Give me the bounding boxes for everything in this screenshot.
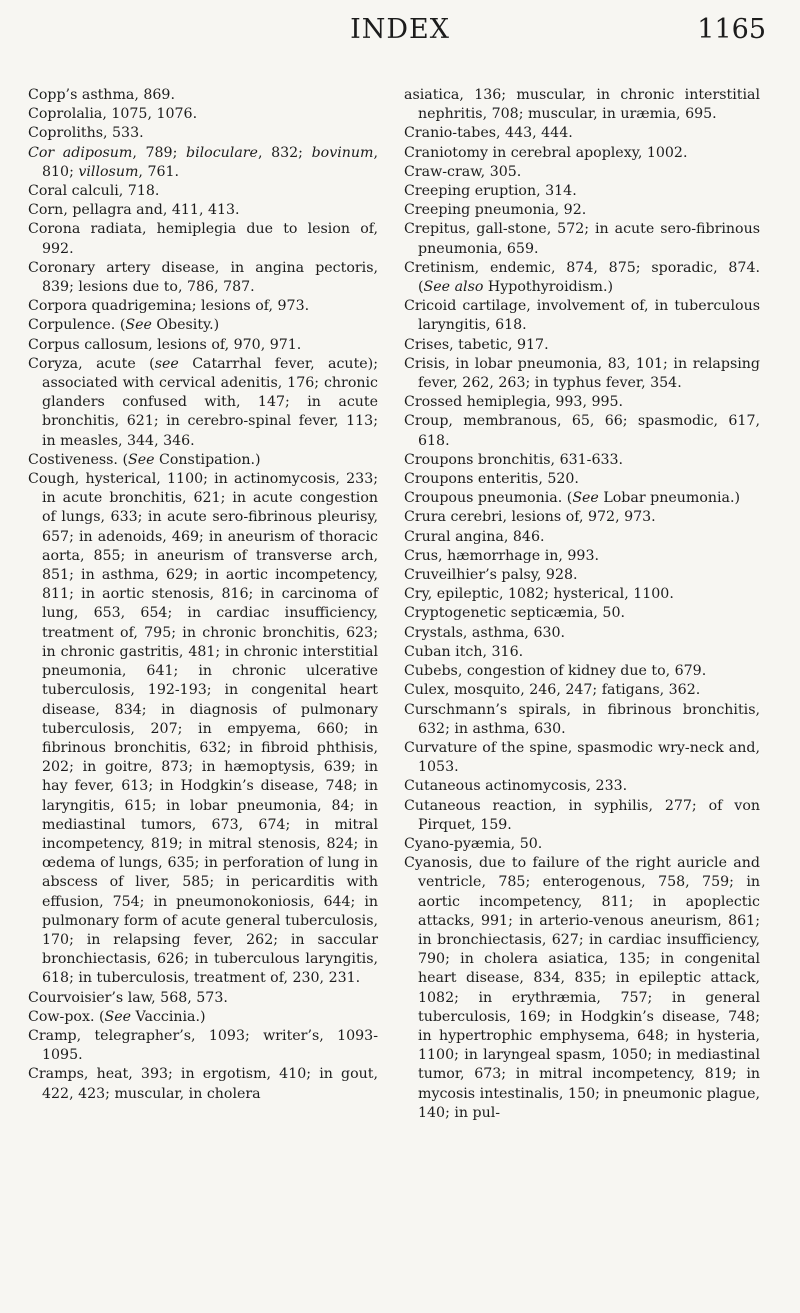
index-entry: Crura cerebri, lesions of, 972, 973. bbox=[404, 509, 656, 526]
index-entry: Crisis, in lobar pneumonia, 83, 101; in relapsing fever, 262, 263; in typhus fever, 354. bbox=[404, 355, 760, 392]
index-entry: Corn, pellagra and, 411, 413. bbox=[28, 202, 240, 219]
index-entry: Cyanosis, due to failure of the right auricle and ventricle, 785; enterogenous, 758, 759; in aortic incompetency, 811; in apoplectic attacks, 991; in arterio-venous aneurism, 861; in bronchiectasis, 627; in cardiac insufficiency, 790; in cholera asiatica, 135; in congenital heart disease, 834, 835; in epileptic attack, 1082; in erythræmia, 757; in general tuberculosis, 169; in Hodgkin’s disease, 748; in hypertrophic emphysema, 648; in hysteria, 1100; in laryngeal spasm, 1050; in mediastinal tumor, 673; in mitral incompetency, 819; in mycosis intestinalis, 150; in pneumonic plague, 140; in pul- bbox=[404, 855, 760, 1121]
index-column-left bbox=[28, 86, 378, 1104]
index-entry: asiatica, 136; muscular, in chronic interstitial nephritis, 708; muscular, in uræmia, 695. bbox=[404, 87, 760, 123]
index-entry: Cramps, heat, 393; in ergotism, 410; in gout, 422, 423; muscular, in cholera bbox=[28, 1066, 378, 1102]
page-header bbox=[0, 14, 800, 54]
index-entry: Creeping pneumonia, 92. bbox=[404, 202, 587, 219]
index-entry: Corona radiata, hemiplegia due to lesion of, 992. bbox=[28, 221, 378, 257]
index-entry: Corpulence. (See Obesity.) bbox=[28, 317, 220, 334]
index-entry: Coryza, acute (see Catarrhal fever, acute); associated with cervical adenitis, 176; chronic glanders confused with, 147; in acute bronchitis, 621; in cerebro-spinal fever, 113; in measles, 344, 346. bbox=[28, 355, 378, 449]
index-entry: Croupons enteritis, 520. bbox=[404, 471, 579, 488]
index-entry: Cough, hysterical, 1100; in actinomycosis, 233; in acute bronchitis, 621; in acute congestion of lungs, 633; in acute sero-fibrinous pleurisy, 657; in adenoids, 469; in aneurism of thoracic aorta, 855; in aneurism of transverse arch, 851; in asthma, 629; in aortic incompetency, 811; in aortic stenosis, 816; in carcinoma of lung, 653, 654; in cardiac insufficiency, treatment of, 795; in chronic bronchitis, 623; in chronic gastritis, 481; in chronic interstitial pneumonia, 641; in chronic ulcerative tuberculosis, 192-193; in congenital heart disease, 834; in diagnosis of pulmonary tuberculosis, 207; in empyema, 660; in fibrinous bronchitis, 632; in fibroid phthisis, 202; in goitre, 873; in hæmoptysis, 639; in hay fever, 613; in Hodgkin’s disease, 748; in laryngitis, 615; in lobar pneumonia, 84; in mediastinal tumors, 673, 674; in mitral incompetency, 819; in mitral stenosis, 824; in œdema of lungs, 635; in perforation of lung in abscess of liver, 585; in pericarditis with effusion, 754; in pneumonokoniosis, 644; in pulmonary form of acute general tuberculosis, 170; in relapsing fever, 262; in saccular bronchiectasis, 626; in tuberculous laryngitis, 618; in tuberculosis, treatment of, 230, 231. bbox=[28, 471, 378, 987]
index-entry: Cricoid cartilage, involvement of, in tuberculous laryngitis, 618. bbox=[404, 298, 760, 334]
index-entry: Copp’s asthma, 869. bbox=[28, 87, 175, 103]
index-entry: Cutaneous reaction, in syphilis, 277; of von Pirquet, 159. bbox=[404, 797, 760, 833]
index-entry: Craw-craw, 305. bbox=[404, 163, 522, 180]
index-entry: Coronary artery disease, in angina pectoris, 839; lesions due to, 786, 787. bbox=[28, 259, 378, 296]
index-entry: Cruveilhier’s palsy, 928. bbox=[404, 567, 578, 584]
index-entry: Cryptogenetic septicæmia, 50. bbox=[404, 605, 625, 622]
index-entry: Croup, membranous, 65, 66; spasmodic, 617, 618. bbox=[404, 413, 760, 449]
index-entry: Cramp, telegrapher’s, 1093; writer’s, 1093-1095. bbox=[28, 1027, 378, 1064]
index-entry: Cor adiposum, 789; biloculare, 832; bovinum, 810; villosum, 761. bbox=[28, 144, 379, 180]
index-entry: Crepitus, gall-stone, 572; in acute sero-fibrinous pneumonia, 659. bbox=[404, 221, 760, 257]
running-title: INDEX bbox=[350, 14, 450, 45]
index-entry: Curschmann’s spirals, in fibrinous bronchitis, 632; in asthma, 630. bbox=[404, 701, 760, 737]
index-column-right bbox=[404, 86, 760, 1123]
index-entry: Cry, epileptic, 1082; hysterical, 1100. bbox=[404, 586, 674, 603]
index-entry: Crystals, asthma, 630. bbox=[404, 624, 566, 641]
index-entry: Cuban itch, 316. bbox=[404, 643, 524, 660]
index-entry: Croupons bronchitis, 631-633. bbox=[404, 451, 624, 468]
index-entry: Cranio-tabes, 443, 444. bbox=[404, 125, 573, 142]
index-entry: Croupous pneumonia. (See Lobar pneumonia.) bbox=[404, 490, 741, 507]
index-entry: Cow-pox. (See Vaccinia.) bbox=[28, 1008, 206, 1025]
index-entry: Corpus callosum, lesions of, 970, 971. bbox=[28, 336, 302, 353]
index-entry: Cubebs, congestion of kidney due to, 679. bbox=[404, 663, 707, 680]
index-entry: Cretinism, endemic, 874, 875; sporadic, 874. (See also Hypothyroidism.) bbox=[404, 259, 760, 296]
index-entry: Coproliths, 533. bbox=[28, 125, 144, 142]
index-entry: Crural angina, 846. bbox=[404, 528, 545, 545]
index-entry: Cyano-pyæmia, 50. bbox=[404, 835, 543, 852]
index-entry: Culex, mosquito, 246, 247; fatigans, 362. bbox=[404, 682, 701, 699]
index-entry: Creeping eruption, 314. bbox=[404, 183, 577, 200]
index-entry: Curvature of the spine, spasmodic wry-neck and, 1053. bbox=[404, 739, 760, 776]
index-entry: Craniotomy in cerebral apoplexy, 1002. bbox=[404, 144, 688, 161]
index-entry: Corpora quadrigemina; lesions of, 973. bbox=[28, 298, 310, 315]
index-entry: Costiveness. (See Constipation.) bbox=[28, 451, 261, 468]
index-entry: Crossed hemiplegia, 993, 995. bbox=[404, 394, 624, 411]
index-entry: Cutaneous actinomycosis, 233. bbox=[404, 778, 628, 795]
index-entry: Coprolalia, 1075, 1076. bbox=[28, 106, 198, 123]
index-entry: Courvoisier’s law, 568, 573. bbox=[28, 989, 228, 1006]
index-entry: Coral calculi, 718. bbox=[28, 183, 160, 200]
index-entry: Crises, tabetic, 917. bbox=[404, 336, 549, 353]
page-number: 1165 bbox=[697, 14, 766, 45]
index-entry: Crus, hæmorrhage in, 993. bbox=[404, 547, 599, 564]
